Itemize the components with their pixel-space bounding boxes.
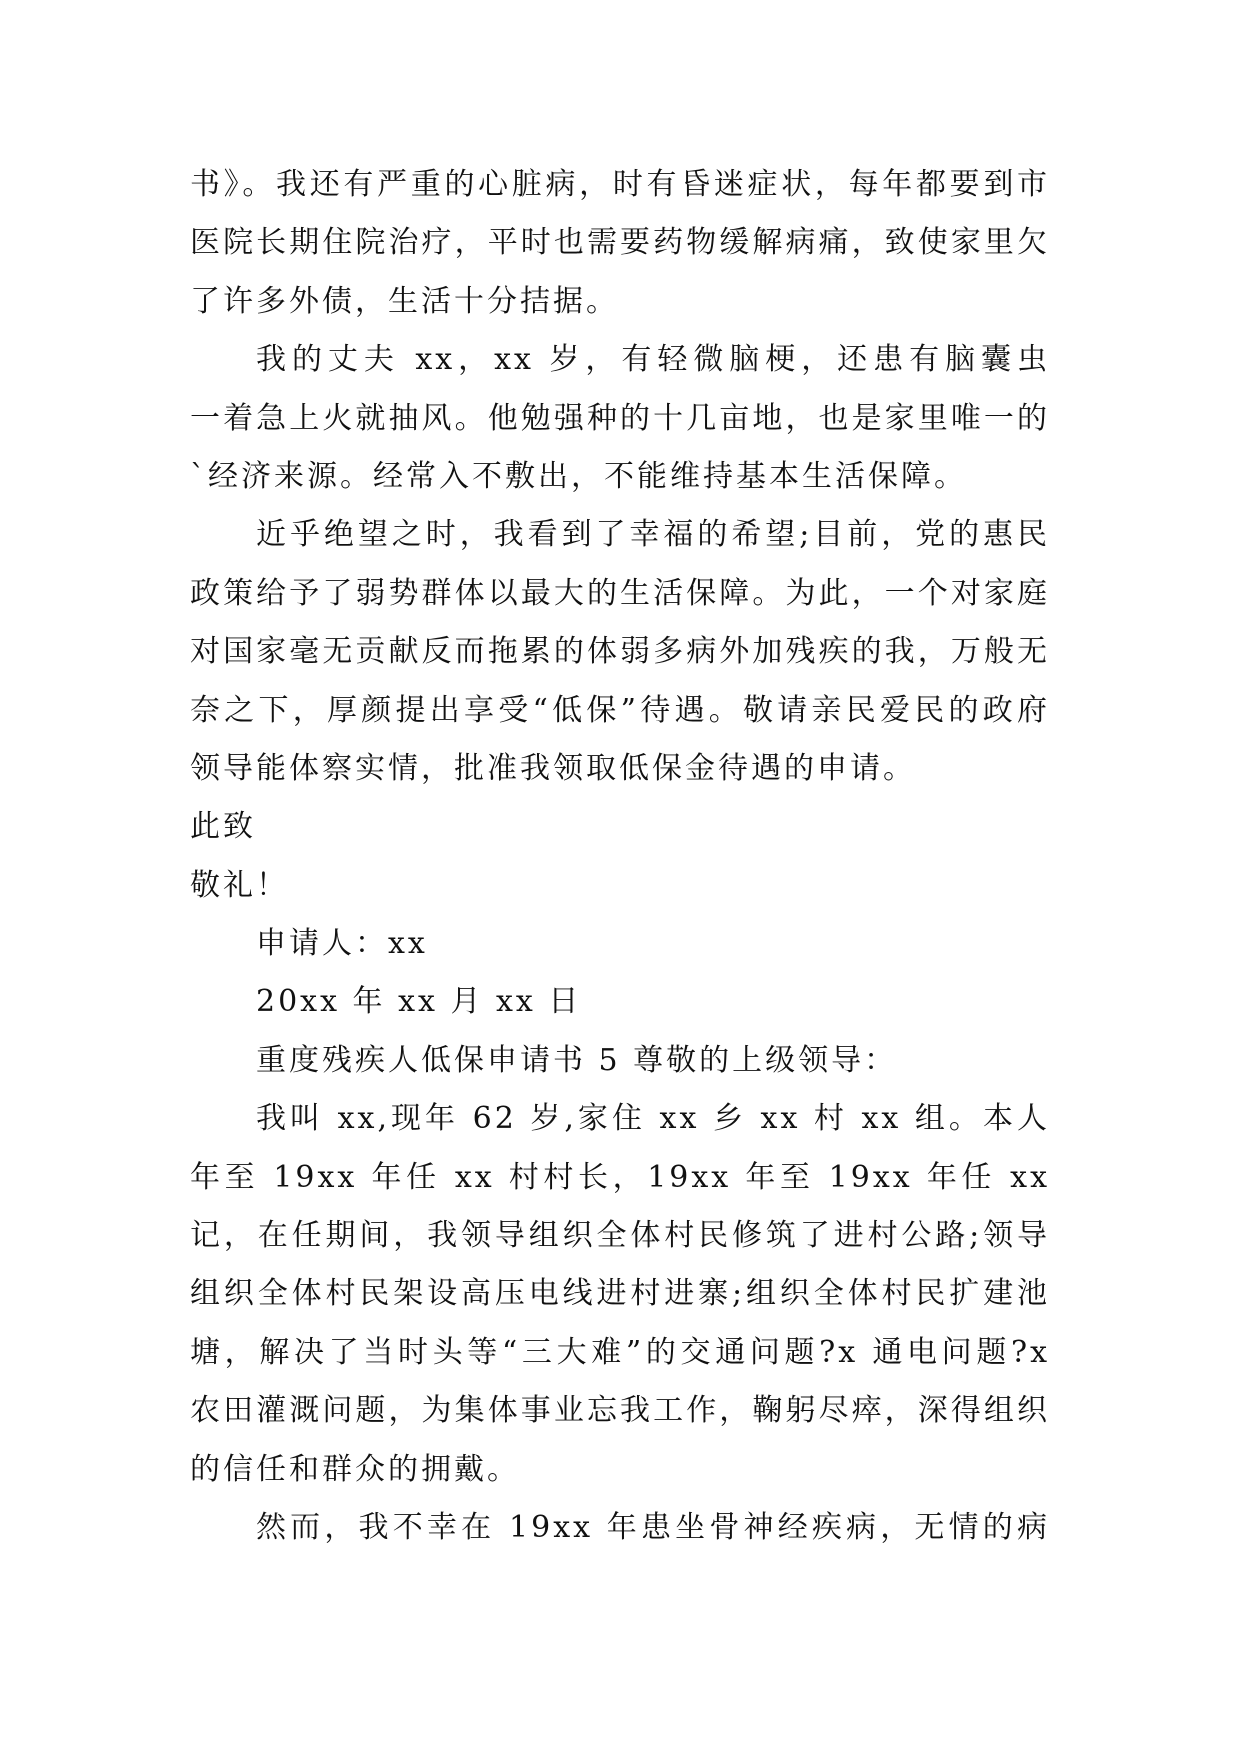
text-line: 的信任和群众的拥戴。 (190, 1451, 520, 1487)
text-line: 领导能体察实情，批准我领取低保金待遇的申请。 (190, 750, 916, 786)
text-line: 塘，解决了当时头等“三大难”的交通问题?x 通电问题?x (190, 1334, 1050, 1370)
text-line: 一着急上火就抽风。他勉强种的十几亩地，也是家里唯一的 (190, 400, 1050, 436)
text-line: 了许多外债，生活十分拮据。 (190, 283, 619, 319)
text-line: 记，在任期间，我领导组织全体村民修筑了进村公路;领导 (190, 1218, 1050, 1254)
document-body (190, 156, 1050, 1557)
heading-line: 重度残疾人低保申请书 5 尊敬的上级领导： (256, 1042, 898, 1078)
date-line: 20xx 年 xx 月 xx 日 (256, 984, 582, 1020)
text-line: 我叫 xx,现年 62 岁,家住 xx 乡 xx 村 xx 组。本人 (256, 1101, 1050, 1137)
salutation-line: 敬礼！ (190, 867, 289, 903)
text-line: 我的丈夫 xx，xx 岁，有轻微脑梗，还患有脑囊虫 (256, 342, 1050, 378)
text-line: 奈之下，厚颜提出享受“低保”待遇。敬请亲民爱民的政府 (190, 692, 1050, 728)
closing-line: 此致 (190, 809, 256, 845)
text-line: 组织全体村民架设高压电线进村进寨;组织全体村民扩建池 (190, 1276, 1050, 1312)
text-line: 对国家毫无贡献反而拖累的体弱多病外加残疾的我，万般无 (190, 634, 1050, 670)
text-line: 医院长期住院治疗，平时也需要药物缓解病痛，致使家里欠 (190, 225, 1050, 261)
text-line: 政策给予了弱势群体以最大的生活保障。为此，一个对家庭 (190, 575, 1050, 611)
text-line: 然而，我不幸在 19xx 年患坐骨神经疾病，无情的病 (256, 1509, 1050, 1545)
text-line: 农田灌溉问题，为集体事业忘我工作，鞠躬尽瘁，深得组织 (190, 1393, 1050, 1429)
applicant-line: 申请人：xx (256, 926, 428, 962)
text-line: 年至 19xx 年任 xx 村村长，19xx 年至 19xx 年任 xx (190, 1159, 1050, 1195)
text-line: `经济来源。经常入不敷出，不能维持基本生活保障。 (190, 458, 967, 494)
text-line: 近乎绝望之时，我看到了幸福的希望;目前，党的惠民 (256, 517, 1050, 553)
text-line: 书》。我还有严重的心脏病，时有昏迷症状，每年都要到市 (190, 167, 1050, 202)
